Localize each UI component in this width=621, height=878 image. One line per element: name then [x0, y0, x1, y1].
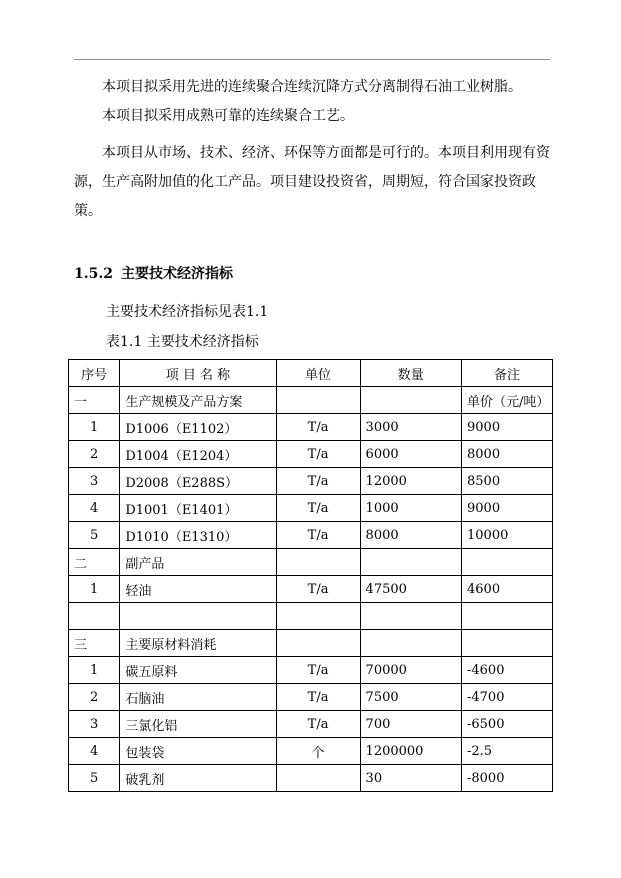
section-title: 主要技术经济指标	[120, 266, 233, 282]
table-row	[69, 765, 553, 792]
table-row	[69, 387, 553, 414]
cell-item-name: 破乳剂	[120, 765, 276, 792]
cell-remarks	[462, 549, 553, 576]
cell-unit: T/a	[276, 468, 360, 495]
cell-serial: 二	[69, 549, 120, 576]
cell-item-name: 副产品	[120, 549, 276, 576]
table-row	[69, 414, 553, 441]
cell-quantity: 1000	[360, 495, 461, 522]
table-row	[69, 576, 553, 603]
table-reference-note: 主要技术经济指标见表1.1	[106, 304, 269, 320]
cell-remarks: 8500	[462, 468, 553, 495]
cell-quantity: 6000	[360, 441, 461, 468]
cell-quantity: 8000	[360, 522, 461, 549]
cell-unit: T/a	[276, 684, 360, 711]
cell-unit	[276, 765, 360, 792]
cell-remarks: 9000	[462, 414, 553, 441]
header-item-name: 项 目 名 称	[120, 360, 276, 387]
cell-item-name: 主要原材料消耗	[120, 630, 276, 657]
cell-serial: 1	[69, 576, 120, 603]
table-row	[69, 522, 553, 549]
cell-quantity	[360, 603, 461, 630]
table-row	[69, 657, 553, 684]
cell-item-name: D1004（E1204）	[120, 441, 276, 468]
cell-quantity: 12000	[360, 468, 461, 495]
cell-serial: 一	[69, 387, 120, 414]
cell-item-name: D2008（E288S）	[120, 468, 276, 495]
paragraph-1: 本项目拟采用先进的连续聚合连续沉降方式分离制得石油工业树脂。	[102, 79, 522, 95]
section-heading	[74, 263, 233, 285]
cell-quantity: 1200000	[360, 738, 461, 765]
table-row	[69, 630, 553, 657]
cell-quantity	[360, 549, 461, 576]
cell-item-name: 轻油	[120, 576, 276, 603]
cell-serial: 3	[69, 711, 120, 738]
cell-item-name: 生产规模及产品方案	[120, 387, 276, 414]
cell-quantity: 70000	[360, 657, 461, 684]
paragraph-2: 本项目拟采用成熟可靠的连续聚合工艺。	[102, 108, 354, 124]
table-row	[69, 468, 553, 495]
cell-unit	[276, 603, 360, 630]
cell-remarks: 4600	[462, 576, 553, 603]
cell-serial	[69, 603, 120, 630]
cell-item-name: D1001（E1401）	[120, 495, 276, 522]
cell-item-name	[120, 603, 276, 630]
cell-quantity: 7500	[360, 684, 461, 711]
cell-item-name: D1010（E1310）	[120, 522, 276, 549]
cell-remarks	[462, 603, 553, 630]
cell-serial: 5	[69, 522, 120, 549]
header-rule	[74, 59, 550, 60]
cell-serial: 2	[69, 684, 120, 711]
paragraph-3: 本项目从市场、技术、经济、环保等方面都是可行的。本项目利用现有资源，生产高附加值的化工产品。项目建设投资省，周期短，符合国家投资政策。	[74, 145, 550, 219]
cell-unit	[276, 630, 360, 657]
table-row	[69, 549, 553, 576]
table-row	[69, 738, 553, 765]
cell-remarks: 8000	[462, 441, 553, 468]
cell-item-name: 石脑油	[120, 684, 276, 711]
cell-serial: 3	[69, 468, 120, 495]
cell-unit: 个	[276, 738, 360, 765]
cell-quantity: 700	[360, 711, 461, 738]
table-row	[69, 495, 553, 522]
table-header-row	[69, 360, 553, 387]
cell-unit: T/a	[276, 414, 360, 441]
cell-serial: 4	[69, 495, 120, 522]
cell-quantity	[360, 630, 461, 657]
table-row	[69, 603, 553, 630]
cell-item-name: 包装袋	[120, 738, 276, 765]
cell-unit: T/a	[276, 495, 360, 522]
header-quantity: 数量	[360, 360, 461, 387]
cell-unit: T/a	[276, 576, 360, 603]
cell-unit: T/a	[276, 522, 360, 549]
cell-remarks: -8000	[462, 765, 553, 792]
technical-indicators-table	[68, 359, 553, 792]
cell-item-name: 三氯化铝	[120, 711, 276, 738]
cell-serial: 三	[69, 630, 120, 657]
cell-remarks: -2.5	[462, 738, 553, 765]
cell-quantity: 47500	[360, 576, 461, 603]
table-row	[69, 684, 553, 711]
cell-remarks: -4700	[462, 684, 553, 711]
cell-quantity: 30	[360, 765, 461, 792]
cell-remarks	[462, 630, 553, 657]
cell-remarks: 10000	[462, 522, 553, 549]
cell-remarks: -6500	[462, 711, 553, 738]
header-unit: 单位	[276, 360, 360, 387]
header-serial: 序号	[69, 360, 120, 387]
cell-serial: 1	[69, 657, 120, 684]
cell-unit: T/a	[276, 711, 360, 738]
table-caption: 表1.1 主要技术经济指标	[106, 334, 259, 350]
cell-unit	[276, 549, 360, 576]
cell-serial: 5	[69, 765, 120, 792]
cell-remarks: 单价（元/吨）	[462, 387, 553, 414]
cell-unit	[276, 387, 360, 414]
cell-unit: T/a	[276, 657, 360, 684]
cell-serial: 4	[69, 738, 120, 765]
cell-serial: 1	[69, 414, 120, 441]
cell-quantity	[360, 387, 461, 414]
cell-quantity: 3000	[360, 414, 461, 441]
cell-remarks: -4600	[462, 657, 553, 684]
header-remarks: 备注	[462, 360, 553, 387]
cell-unit: T/a	[276, 441, 360, 468]
cell-serial: 2	[69, 441, 120, 468]
cell-item-name: 碳五原料	[120, 657, 276, 684]
table-body	[69, 387, 553, 792]
cell-item-name: D1006（E1102）	[120, 414, 276, 441]
cell-remarks: 9000	[462, 495, 553, 522]
table-row	[69, 711, 553, 738]
section-number: 1.5.2	[74, 266, 113, 282]
table-row	[69, 441, 553, 468]
